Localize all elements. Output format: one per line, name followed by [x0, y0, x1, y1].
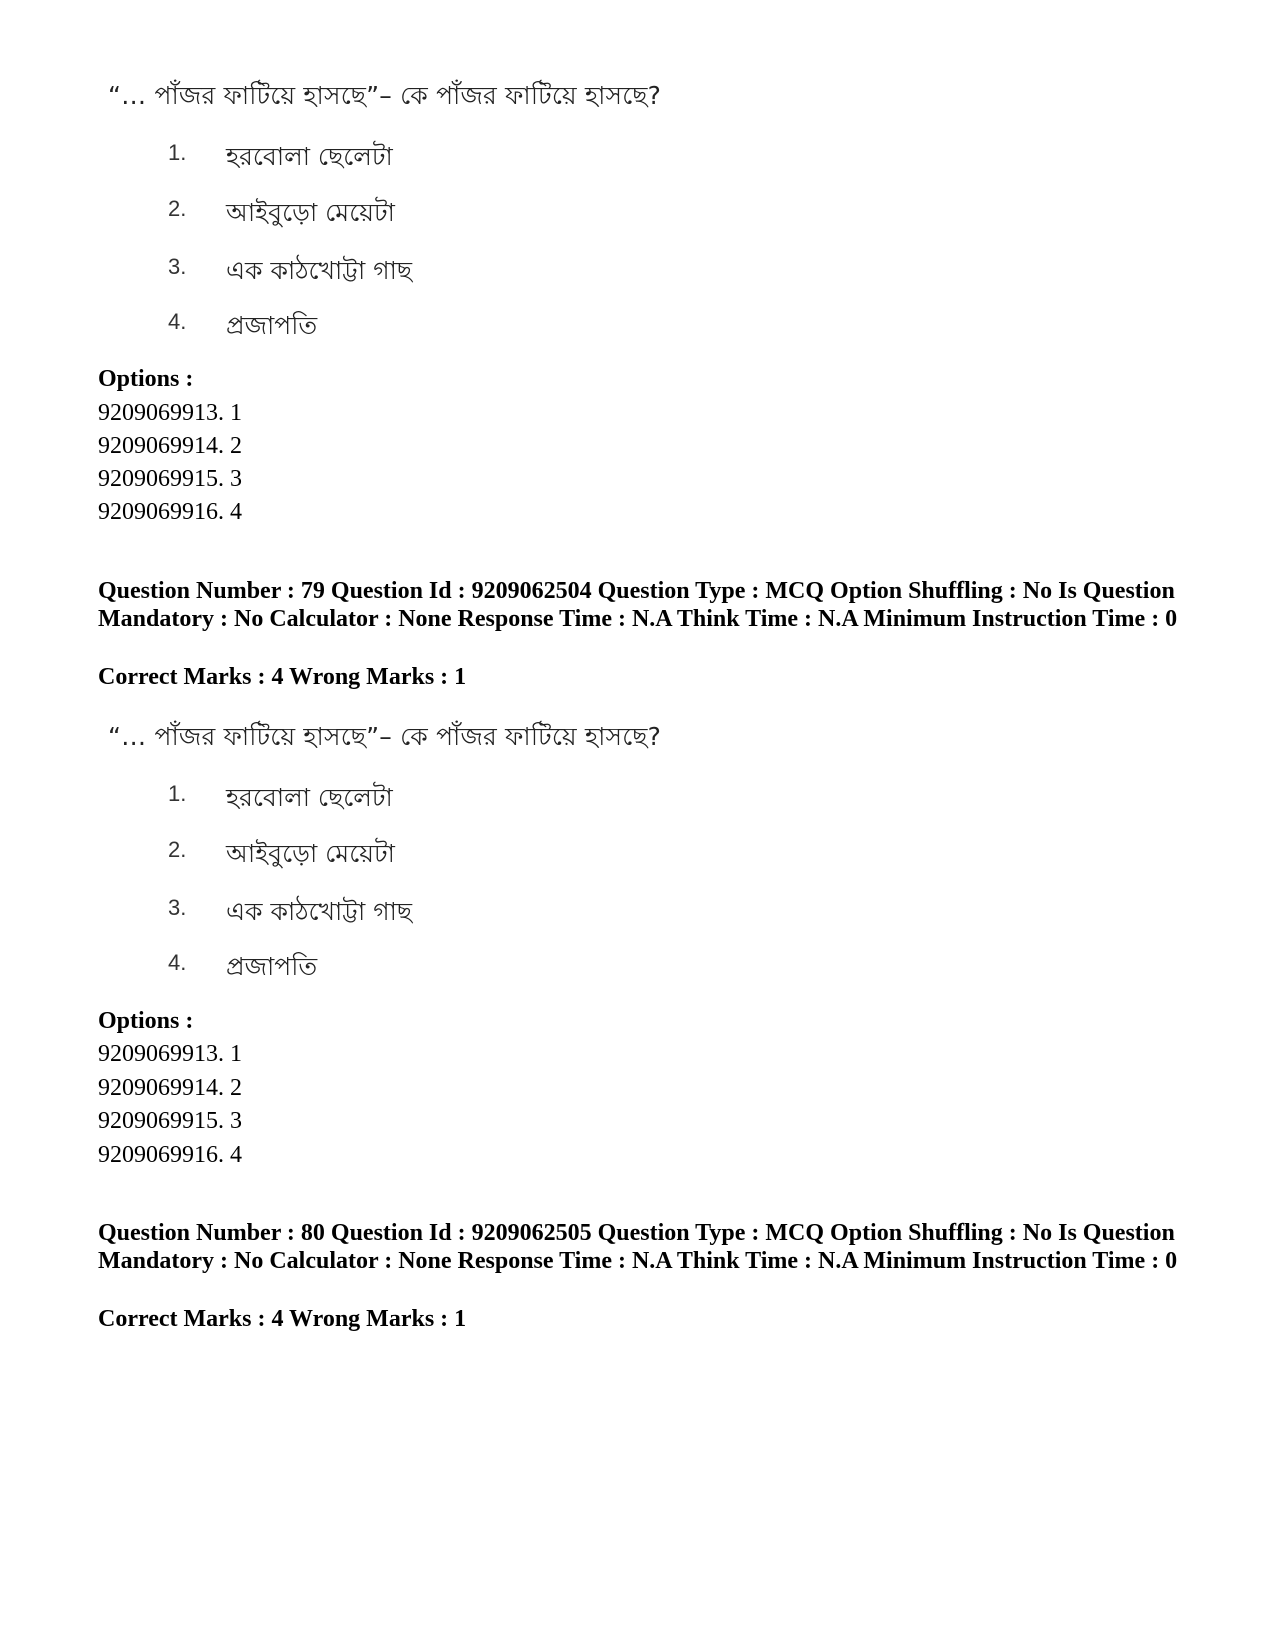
question-79-meta: Question Number : 79 Question Id : 9209062504 Question Type : MCQ Option Shuffling : No Is Question Mandatory : No Calculator : None Response Time : N.A Think Time : N.A Minimum Instruction Time : 0: [98, 578, 1178, 632]
option-line: 9209069914. 2: [98, 433, 242, 459]
question-80-meta: Question Number : 80 Question Id : 9209062505 Question Type : MCQ Option Shuffling : No Is Question Mandatory : No Calculator : None Response Time : N.A Think Time : N.A Minimum Instruction Time : 0: [98, 1220, 1178, 1274]
question-79-marks: Correct Marks : 4 Wrong Marks : 1: [98, 664, 467, 690]
question-text: “… পাঁজর ফাটিয়ে হাসছে”– কে পাঁজর ফাটিয়ে হাসছে?: [108, 81, 662, 110]
question-text: “… পাঁজর ফাটিয়ে হাসছে”– কে পাঁজর ফাটিয়ে হাসছে?: [108, 722, 662, 751]
choice-text: হরবোলা ছেলেটা: [226, 142, 393, 171]
option-line: 9209069913. 1: [98, 400, 242, 426]
option-line: 9209069916. 4: [98, 1142, 242, 1168]
option-line: 9209069915. 3: [98, 466, 242, 492]
choice-number: 2.: [168, 196, 187, 221]
option-line: 9209069916. 4: [98, 499, 242, 525]
options-label: Options :: [98, 1008, 194, 1034]
choice-number: 2.: [168, 837, 187, 862]
option-line: 9209069913. 1: [98, 1041, 242, 1067]
choice-number: 4.: [168, 950, 187, 975]
question-80-marks: Correct Marks : 4 Wrong Marks : 1: [98, 1306, 467, 1332]
choice-text: প্রজাপতি: [226, 952, 318, 981]
choice-text: আইবুড়ো মেয়েটা: [226, 839, 395, 868]
choice-text: হরবোলা ছেলেটা: [226, 783, 393, 812]
choice-number: 3.: [168, 895, 187, 920]
options-label: Options :: [98, 366, 194, 392]
choice-text: এক কাঠখোট্টা গাছ: [226, 256, 413, 285]
option-line: 9209069915. 3: [98, 1108, 242, 1134]
choice-number: 1.: [168, 781, 187, 806]
choice-number: 3.: [168, 254, 187, 279]
choice-text: এক কাঠখোট্টা গাছ: [226, 897, 413, 926]
choice-number: 1.: [168, 140, 187, 165]
choice-number: 4.: [168, 309, 187, 334]
choice-text: প্রজাপতি: [226, 311, 318, 340]
option-line: 9209069914. 2: [98, 1075, 242, 1101]
choice-text: আইবুড়ো মেয়েটা: [226, 198, 395, 227]
